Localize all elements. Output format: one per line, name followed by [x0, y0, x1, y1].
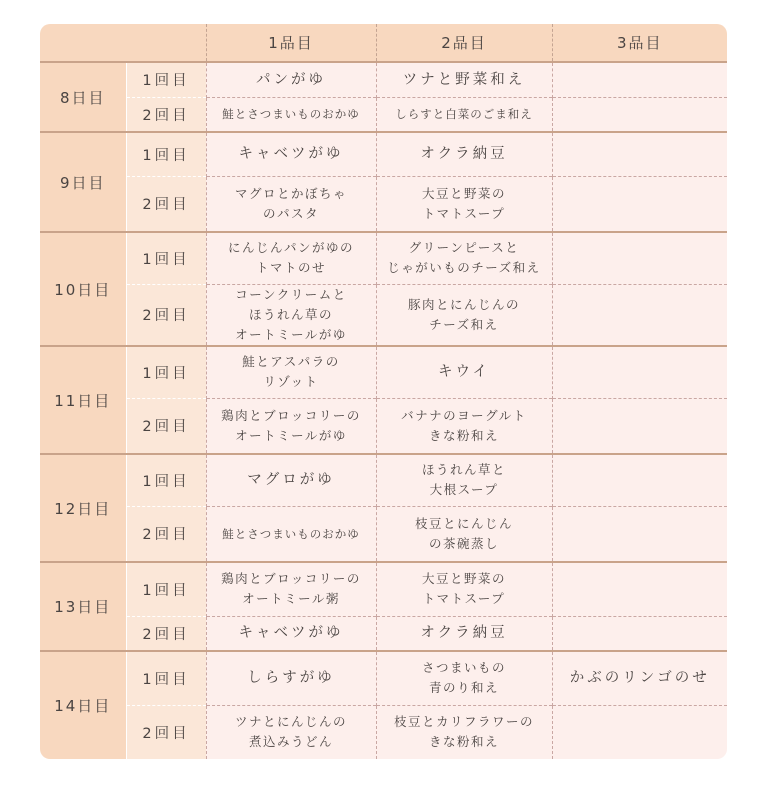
table-row: [40, 284, 727, 346]
dish-3-cell: [552, 232, 727, 284]
day-label: 14日目: [40, 651, 126, 759]
header-corner: [40, 24, 206, 62]
dish-2-cell: ほうれん草と 大根スープ: [376, 454, 552, 506]
table-row: [40, 62, 727, 97]
day-label: 11日目: [40, 346, 126, 454]
dish-3-cell: [552, 398, 727, 454]
dish-1-cell: ツナとにんじんの 煮込みうどん: [206, 705, 376, 759]
dish-3-cell: [552, 97, 727, 132]
dish-1-cell: 鮭とアスパラの リゾット: [206, 346, 376, 398]
dish-2-cell: ツナと野菜和え: [376, 62, 552, 97]
meal-label: 1回目: [126, 232, 206, 284]
meal-label: 2回目: [126, 616, 206, 651]
dish-3-cell: [552, 346, 727, 398]
table-row: [40, 132, 727, 176]
table-row: [40, 97, 727, 132]
table-row: [40, 616, 727, 651]
dish-2-cell: キウイ: [376, 346, 552, 398]
dish-2-cell: 大豆と野菜の トマトスープ: [376, 176, 552, 232]
dish-2-cell: 大豆と野菜の トマトスープ: [376, 562, 552, 616]
table-row: [40, 232, 727, 284]
dish-3-cell: [552, 284, 727, 346]
dish-1-cell: 鶏肉とブロッコリーの オートミール粥: [206, 562, 376, 616]
dish-3-cell: かぶのリンゴのせ: [552, 651, 727, 705]
dish-1-cell: マグロがゆ: [206, 454, 376, 506]
meal-label: 2回目: [126, 284, 206, 346]
meal-label: 2回目: [126, 97, 206, 132]
meal-plan-table: [40, 24, 727, 759]
dish-3-cell: [552, 454, 727, 506]
header-dish-2: 2品目: [376, 24, 552, 62]
dish-1-cell: キャベツがゆ: [206, 616, 376, 651]
meal-label: 2回目: [126, 176, 206, 232]
meal-label: 1回目: [126, 562, 206, 616]
dish-1-cell: マグロとかぼちゃ のパスタ: [206, 176, 376, 232]
dish-2-cell: オクラ納豆: [376, 132, 552, 176]
table-row: [40, 398, 727, 454]
dish-3-cell: [552, 132, 727, 176]
dish-3-cell: [552, 176, 727, 232]
dish-1-cell: にんじんパンがゆの トマトのせ: [206, 232, 376, 284]
meal-label: 1回目: [126, 651, 206, 705]
dish-3-cell: [552, 506, 727, 562]
dish-2-cell: 枝豆とカリフラワーの きな粉和え: [376, 705, 552, 759]
dish-3-cell: [552, 562, 727, 616]
day-label: 8日目: [40, 62, 126, 132]
dish-2-cell: 豚肉とにんじんの チーズ和え: [376, 284, 552, 346]
dish-2-cell: 枝豆とにんじん の茶碗蒸し: [376, 506, 552, 562]
dish-3-cell: [552, 705, 727, 759]
header-dish-1: 1品目: [206, 24, 376, 62]
table-row: [40, 454, 727, 506]
meal-label: 2回目: [126, 705, 206, 759]
table-row: [40, 705, 727, 759]
meal-label: 1回目: [126, 454, 206, 506]
meal-label: 1回目: [126, 346, 206, 398]
dish-2-cell: しらすと白菜のごま和え: [376, 97, 552, 132]
table-row: [40, 346, 727, 398]
dish-2-cell: バナナのヨーグルト きな粉和え: [376, 398, 552, 454]
table-row: [40, 651, 727, 705]
table-body: [40, 62, 727, 759]
dish-1-cell: パンがゆ: [206, 62, 376, 97]
table-row: [40, 506, 727, 562]
day-label: 12日目: [40, 454, 126, 562]
meal-label: 2回目: [126, 506, 206, 562]
table-row: [40, 562, 727, 616]
dish-1-cell: コーンクリームと ほうれん草の オートミールがゆ: [206, 284, 376, 346]
dish-1-cell: 鶏肉とブロッコリーの オートミールがゆ: [206, 398, 376, 454]
dish-1-cell: 鮭とさつまいものおかゆ: [206, 97, 376, 132]
day-label: 9日目: [40, 132, 126, 232]
dish-2-cell: グリーンピースと じゃがいものチーズ和え: [376, 232, 552, 284]
day-label: 10日目: [40, 232, 126, 346]
dish-3-cell: [552, 616, 727, 651]
dish-3-cell: [552, 62, 727, 97]
header-row: [40, 24, 727, 62]
dish-1-cell: 鮭とさつまいものおかゆ: [206, 506, 376, 562]
dish-1-cell: しらすがゆ: [206, 651, 376, 705]
meal-label: 1回目: [126, 62, 206, 97]
day-label: 13日目: [40, 562, 126, 651]
table-row: [40, 176, 727, 232]
meal-label: 2回目: [126, 398, 206, 454]
meal-label: 1回目: [126, 132, 206, 176]
dish-1-cell: キャベツがゆ: [206, 132, 376, 176]
dish-2-cell: さつまいもの 青のり和え: [376, 651, 552, 705]
dish-2-cell: オクラ納豆: [376, 616, 552, 651]
header-dish-3: 3品目: [552, 24, 727, 62]
